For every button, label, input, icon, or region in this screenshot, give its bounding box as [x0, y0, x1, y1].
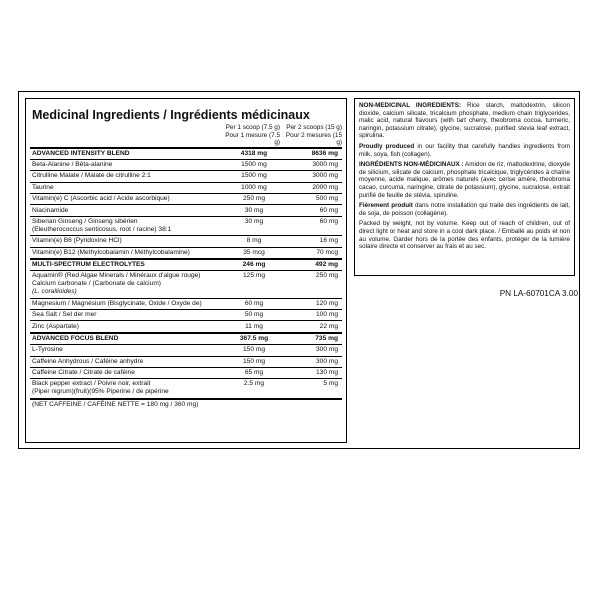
serving-header	[30, 124, 342, 147]
amount-1-scoop: 8 mg	[246, 237, 262, 245]
ingredient-name: L-Tyrosine	[32, 346, 63, 354]
ingredient-name: ADVANCED FOCUS BLEND	[32, 334, 119, 342]
ingredient-row	[30, 258, 342, 270]
ingredient-name: Citrulline Malate / Malate de citrulline 2:1	[32, 172, 151, 180]
amount-2-scoops: 250 mg	[316, 272, 338, 280]
product-number: PN LA-60701CA 3.00	[499, 289, 578, 298]
ingredient-row	[30, 147, 342, 159]
ingredient-row	[30, 356, 342, 367]
ingredient-subtext: Calcium carbonate / (Carbonate de calcium)	[32, 280, 162, 288]
amount-1-scoop: 250 mg	[243, 195, 265, 203]
amount-2-scoops: 735 mg	[315, 334, 338, 342]
amount-2-scoops: 300 mg	[316, 346, 338, 354]
amount-1-scoop: 30 mg	[244, 217, 264, 225]
amount-2-scoops: 5 mg	[323, 380, 338, 388]
amount-2-scoops: 500 mg	[316, 195, 338, 203]
nonmed-fr: INGRÉDIENTS NON-MÉDICINAUX : Amidon de riz, maltodextrine, dioxyde de silicium, silicate de calcium, phosphate tricalcique, triglycérides à chaîne moyenne, acide malique, arômes naturels (avec cerise amère, theobroma cacao, curcuma, naringine, citrate de potassium), glycine, sucralose, extrait purifié de feuille de stévia, spiruline.	[359, 161, 571, 199]
ingredient-row	[30, 247, 342, 258]
ingredient-name: Siberian Ginseng / Ginseng sibérien (Eleutherococcus senticosus, root / racine) 38:1	[32, 218, 224, 234]
ingredient-row	[30, 320, 342, 331]
amount-1-scoop: 150 mg	[243, 346, 265, 354]
amount-2-scoops: 2000 mg	[312, 183, 338, 191]
amount-1-scoop: 1500 mg	[241, 161, 267, 169]
amount-1-scoop: 4318 mg	[240, 149, 268, 157]
amount-2-scoops: 300 mg	[316, 357, 338, 365]
amount-2-scoops: 3000 mg	[312, 161, 338, 169]
ingredient-name: Magnesium / Magnésium (Bisglycinate, Oxide / Oxyde de)	[32, 299, 202, 307]
amount-1-scoop: 50 mg	[244, 311, 264, 319]
ingredient-row	[30, 398, 342, 410]
amount-2-scoops: 60 mg	[319, 217, 338, 225]
amount-1-scoop: 150 mg	[243, 357, 265, 365]
nonmed-en: NON-MEDICINAL INGREDIENTS: Rice starch, maltodextrin, silicon dioxide, calcium silicate, tricalcium phosphate, medium chain triglycerides, malic acid, natural flavours (with tart cherry, theobroma cocoa, turmeric, naringin, potassium citrate), glycine, sucralose, purified stevia leaf extract, spirulina.	[359, 102, 570, 140]
ingredient-row	[30, 182, 342, 193]
ingredient-row	[30, 170, 342, 181]
amount-2-scoops: 120 mg	[316, 299, 338, 307]
amount-2-scoops: 16 mg	[319, 237, 338, 245]
amount-2-scoops: 8636 mg	[311, 149, 338, 157]
ingredient-row	[30, 367, 342, 378]
amount-1-scoop: 60 mg	[244, 299, 264, 307]
amount-2-scoops: 492 mg	[315, 261, 338, 269]
amount-1-scoop: 1500 mg	[241, 172, 267, 180]
ingredient-name: Niacinamide	[32, 206, 69, 214]
ingredient-subtext: (Piper nigrum)(fruit)(95% Piperine / de pipérine	[32, 388, 169, 396]
serving-col-1: Per 1 scoop (7.5 g) Pour 1 mesure (7.5 g)	[225, 124, 280, 146]
ingredient-name: Sea Salt / Sel der mer	[32, 311, 97, 319]
amount-2-scoops: 60 mg	[319, 206, 338, 214]
storage-note: Packed by weight, not by volume. Keep out of reach of children, out of direct light or heat and store in a cool dark place. / Emballé au poids et non au volume. Garder hors de la portée des enfants, protéger de la lumière solaire directe et conserver au frais et au sec.	[359, 220, 570, 251]
allergen-fr: Fièrement produit dans notre installation qui traite des ingrédients de lait, de soja, de poisson (collagène).	[359, 202, 571, 217]
ingredient-subtext: (Eleutherococcus senticosus, root / racine) 38:1	[32, 225, 172, 233]
amount-1-scoop: 1000 mg	[241, 183, 267, 191]
ingredient-row	[30, 204, 342, 215]
amount-1-scoop: 65 mg	[244, 369, 264, 377]
ingredient-row	[30, 378, 342, 397]
ingredient-name: MULTI-SPECTRUM ELECTROLYTES	[32, 261, 145, 269]
ingredient-subtext: (L. corallioides)	[32, 288, 77, 296]
panel-title: Medicinal Ingredients / Ingrédients médicinaux	[32, 108, 310, 122]
ingredient-row	[30, 235, 342, 246]
ingredient-name: ADVANCED INTENSITY BLEND	[32, 149, 130, 157]
allergen-en: Proudly produced in our facility that carefully handles ingredients from milk, soya, fish (collagen).	[359, 142, 570, 158]
amount-1-scoop: 30 mg	[244, 206, 264, 214]
amount-1-scoop: 246 mg	[242, 261, 266, 269]
ingredient-name: Vitamin(e) B12 (Methylcobalamin / Méthylcobalamine)	[32, 248, 190, 256]
ingredient-name: Beta-Alanine / Bêta-alanine	[32, 161, 113, 169]
ingredient-name: Taurine	[32, 183, 54, 191]
ingredient-row	[30, 193, 342, 204]
amount-2-scoops: 22 mg	[319, 322, 338, 330]
amount-1-scoop: 11 mg	[245, 322, 263, 330]
ingredient-name: Black pepper extract / Poivre noir, extrait (Piper nigrum)(fruit)(95% Piperine / de pipérine	[32, 380, 224, 396]
amount-2-scoops: 100 mg	[316, 311, 338, 319]
ingredient-name: Aquamin® (Red Algae Minerals / Minéraux d'algue rouge) Calcium carbonate / (Carbonate de calcium) (L. corallioides)	[32, 272, 224, 296]
ingredient-row	[30, 216, 342, 235]
ingredient-name: (NET CAFFEINE / CAFÉINE NETTE = 180 mg / 360 mg)	[32, 400, 199, 408]
ingredient-row	[30, 309, 342, 320]
amount-1-scoop: 35 mcg	[243, 248, 265, 256]
ingredient-row	[30, 159, 342, 170]
ingredient-row	[30, 332, 342, 344]
ingredient-name: Caffeine Citrate / Citrate de caféine	[32, 369, 135, 377]
ingredient-name: Vitamin(e) B6 (Pyridoxine HCl)	[32, 237, 122, 245]
amount-2-scoops: 130 mg	[316, 369, 338, 377]
non-medicinal-panel	[354, 98, 575, 276]
ingredient-row	[30, 270, 342, 297]
ingredient-row	[30, 344, 342, 355]
ingredient-table	[30, 147, 342, 411]
ingredient-row	[30, 298, 342, 309]
ingredient-name: Vitamin(e) C (Ascorbic acid / Acide ascorbique)	[32, 195, 170, 203]
amount-2-scoops: 70 mcg	[316, 248, 338, 256]
amount-1-scoop: 367.5 mg	[239, 334, 269, 342]
amount-2-scoops: 3000 mg	[312, 172, 338, 180]
serving-col-2: Per 2 scoops (15 g) Pour 2 mesures (15 g)	[285, 124, 342, 146]
amount-1-scoop: 125 mg	[243, 272, 265, 280]
medicinal-ingredients-panel	[25, 98, 347, 443]
amount-1-scoop: 2.5 mg	[243, 380, 265, 388]
ingredient-name: Zinc (Aspartate)	[32, 322, 79, 330]
ingredient-name: Caffeine Anhydrous / Caféine anhydre	[32, 357, 144, 365]
